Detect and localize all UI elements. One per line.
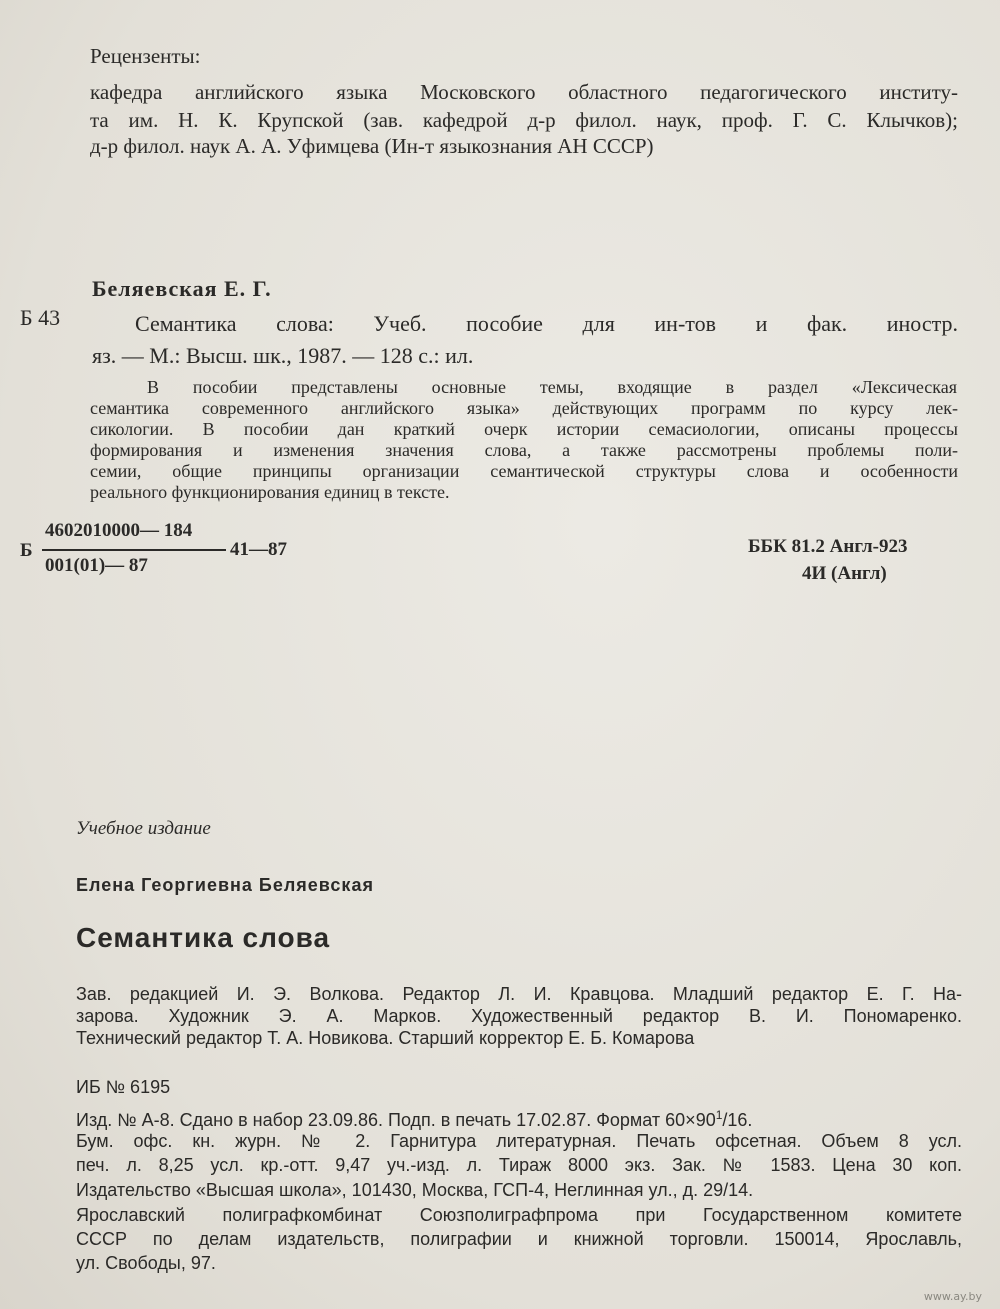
ib-number: ИБ № 6195	[76, 1077, 171, 1097]
abstract-line: семантика современного английского языка» действующих программ по курсу лек-	[90, 398, 958, 418]
reviewers-heading: Рецензенты:	[90, 44, 201, 68]
details-line: Бум. офс. кн. журн. № 2. Гарнитура литературная. Печать офсетная. Объем 8 усл.	[76, 1131, 962, 1151]
details-line-main: Изд. № А-8. Сдано в набор 23.09.86. Подп. в печать 17.02.87. Формат 60×90	[76, 1110, 716, 1130]
watermark: www.ay.by	[923, 1290, 982, 1303]
code-letter: Б	[20, 540, 33, 561]
staff-line: Технический редактор Т. А. Новикова. Старший корректор Е. Б. Комарова	[76, 1028, 695, 1048]
catalog-index: Б 43	[20, 305, 61, 330]
reviewers-line: д-р филол. наук А. А. Уфимцева (Ин-т языкознания АН СССР)	[90, 134, 654, 158]
bbk-line: ББК 81.2 Англ-923	[748, 536, 908, 557]
reviewers-line: кафедра английского языка Московского областного педагогического институ-	[90, 80, 958, 104]
abstract-line: В пособии представлены основные темы, входящие в раздел «Лексическая	[147, 377, 957, 397]
abstract-line: реального функционирования единиц в тексте.	[90, 482, 450, 502]
abstract-line: формирования и изменения значения слова, а также рассмотрены проблемы поли-	[90, 440, 958, 460]
details-line-sup: 1	[715, 1108, 723, 1122]
catalog-author: Беляевская Е. Г.	[92, 276, 272, 301]
code-suffix: 41—87	[230, 539, 287, 560]
details-line: Издательство «Высшая школа», 101430, Москва, ГСП-4, Неглинная ул., д. 29/14.	[76, 1180, 754, 1200]
printer-line: ул. Свободы, 97.	[76, 1253, 216, 1273]
code-numerator: 4602010000— 184	[45, 520, 193, 541]
printer-line: СССР по делам издательств, полиграфии и книжной торговли. 150014, Ярославль,	[76, 1229, 962, 1249]
abstract-line: сикологии. В пособии дан краткий очерк истории семасиологии, описаны процессы	[90, 419, 958, 439]
printer-line: Ярославский полиграфкомбинат Союзполиграфпрома при Государственном комитете	[76, 1205, 962, 1225]
fraction-line	[42, 549, 226, 551]
reviewers-line: та им. Н. К. Крупской (зав. кафедрой д-р филол. наук, проф. Г. С. Клычков);	[90, 108, 958, 132]
staff-line: зарова. Художник Э. А. Марков. Художественный редактор В. И. Пономаренко.	[76, 1006, 962, 1026]
book-title: Семантика слова	[76, 922, 331, 953]
details-line	[76, 1108, 752, 1131]
abstract-line: семии, общие принципы организации семантической структуры слова и особенности	[90, 461, 958, 481]
author-full-name: Елена Георгиевна Беляевская	[76, 875, 374, 895]
bbk-line: 4И (Англ)	[802, 563, 887, 584]
staff-line: Зав. редакцией И. Э. Волкова. Редактор Л. И. Кравцова. Младший редактор Е. Г. На-	[76, 984, 962, 1004]
edition-type: Учебное издание	[76, 818, 211, 839]
catalog-title-line: Семантика слова: Учеб. пособие для ин-тов и фак. иностр.	[135, 311, 958, 336]
code-denominator: 001(01)— 87	[45, 555, 148, 576]
details-line-tail: /16.	[722, 1110, 753, 1130]
catalog-title-line: яз. — М.: Высш. шк., 1987. — 128 с.: ил.	[92, 343, 474, 368]
details-line: печ. л. 8,25 усл. кр.-отт. 9,47 уч.-изд. л. Тираж 8000 экз. Зак. № 1583. Цена 30 коп.	[76, 1155, 962, 1175]
